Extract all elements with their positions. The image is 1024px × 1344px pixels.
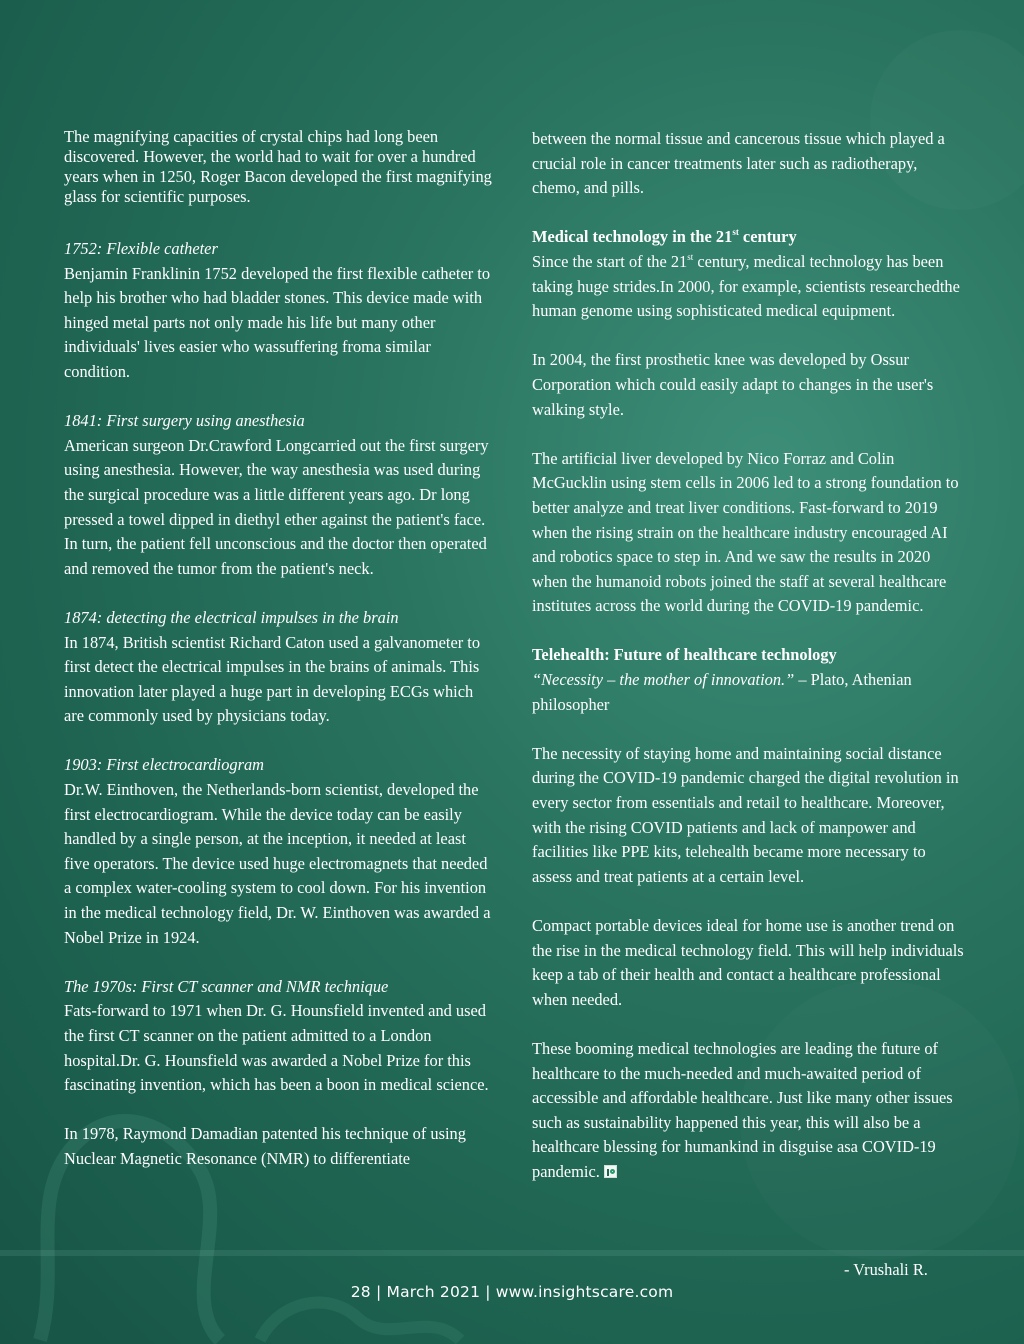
section-body: Fats-forward to 1971 when Dr. G. Hounsfield invented and used the first CT scanner on the patient admitted to a London hospital.Dr. G. Hounsfield was awarded a Nobel Prize for this fascinating invention, which has been a boon in medical science. [64, 1001, 489, 1095]
author-signature: - Vrushali R. [844, 1260, 928, 1279]
section-heading: 1841: First surgery using anesthesia [64, 411, 305, 431]
section-heading: The 1970s: First CT scanner and NMR technique [64, 976, 389, 996]
section-21st-century [532, 225, 964, 323]
insights-care-logo-icon [604, 1165, 617, 1178]
paragraph-portable-devices: Compact portable devices ideal for home use is another trend on the rise in the medical technology field. This will help individuals keep a tab of their health and contact a healthcare professional when needed. [532, 916, 964, 1009]
quote-attribution: – Plato, Athenian philosopher [532, 670, 912, 714]
section-body: American surgeon Dr.Crawford Longcarried out the first surgery using anesthesia. However, the way anesthesia was used during the surgical procedure was a little different years ago. Dr long pressed a towel dipped in diethyl ether against the patient's face. In turn, the patient fell unconscious and the doctor then operated and removed the tumor from the patient's neck. [64, 435, 489, 578]
right-column [532, 127, 964, 1209]
section-nmr-paragraph: In 1978, Raymond Damadian patented his technique of using Nuclear Magnetic Resonance (NMR) to differentiate [64, 1124, 466, 1168]
paragraph-artificial-liver: The artificial liver developed by Nico Forraz and Colin McGucklin using stem cells in 2006 led to a strong foundation to better analyze and treat liver conditions. Fast-forward to 2019 when the rising strain on the healthcare industry encouraged AI and robotics space to step in. And we saw the results in 2020 when the humanoid robots joined the staff at several healthcare institutes across the world during the COVID-19 pandemic. [532, 448, 959, 616]
section-body: Dr.W. Einthoven, the Netherlands-born scientist, developed the first electrocardiogram. While the device today can be easily handled by a single person, at the inception, it needed at least five operators. The device used huge electromagnets that needed a complex water-cooling system to cool down. For his invention in the medical technology field, Dr. W. Einthoven was awarded a Nobel Prize in 1924. [64, 780, 491, 947]
paragraph-covid-necessity: The necessity of staying home and maintaining social distance during the COVID-19 pandemic charged the digital revolution in every sector from essentials and retail to healthcare. Moreover, with the rising COVID patients and lack of manpower and facilities like PPE kits, telehealth became more necessary to assess and treat patients at a certain level. [532, 743, 959, 886]
section-anesthesia [64, 409, 494, 581]
quote-text: “Necessity – the mother of innovation.” [532, 670, 795, 690]
intro-paragraph: The magnifying capacities of crystal chips had long been discovered. However, the world had to wait for over a hundred years when in 1250, Roger Bacon developed the first magnifying glass for scientific purposes. [64, 127, 492, 206]
section-heading: 1874: detecting the electrical impulses in the brain [64, 607, 399, 627]
section-heading: Medical technology in the 21st century [532, 227, 797, 247]
page-footer: 28 | March 2021 | www.insightscare.com [350, 1283, 674, 1301]
section-body: Since the start of the 21st century, medical technology has been taking huge strides.In 2000, for example, scientists researchedthe human genome using sophisticated medical equipment. [532, 251, 960, 321]
paragraph-tissue: between the normal tissue and cancerous tissue which played a crucial role in cancer treatments later such as radiotherapy, chemo, and pills. [532, 129, 945, 198]
section-heading: Telehealth: Future of healthcare technology [532, 645, 837, 665]
section-body: Benjamin Franklinin 1752 developed the first flexible catheter to help his brother who had bladder stones. This device made with hinged metal parts not only made his life but many other individuals' lives easier who wassuffering froma similar condition. [64, 263, 491, 381]
section-body: In 1874, British scientist Richard Caton used a galvanometer to first detect the electrical impulses in the brains of animals. This innovation later played a huge part in developing ECGs which are commonly used by physicians today. [64, 632, 481, 726]
paragraph-prosthetic-knee: In 2004, the first prosthetic knee was developed by Ossur Corporation which could easily adapt to changes in the user's walking style. [532, 350, 934, 419]
section-electrocardiogram [64, 753, 494, 950]
section-catheter [64, 237, 494, 385]
section-heading: 1752: Flexible catheter [64, 239, 218, 258]
section-telehealth [532, 643, 964, 717]
paragraph-conclusion: These booming medical technologies are leading the future of healthcare to the much-needed and much-awaited period of accessible and affordable healthcare. Just like many other issues such as sustainability happened this year, this will also be a healthcare blessing for humankind in disguise asa COVID-19 pandemic. [532, 1038, 953, 1181]
left-column [64, 127, 494, 1196]
section-brain-impulses [64, 606, 494, 729]
section-heading: 1903: First electrocardiogram [64, 755, 265, 775]
section-ct-nmr [64, 975, 494, 1098]
